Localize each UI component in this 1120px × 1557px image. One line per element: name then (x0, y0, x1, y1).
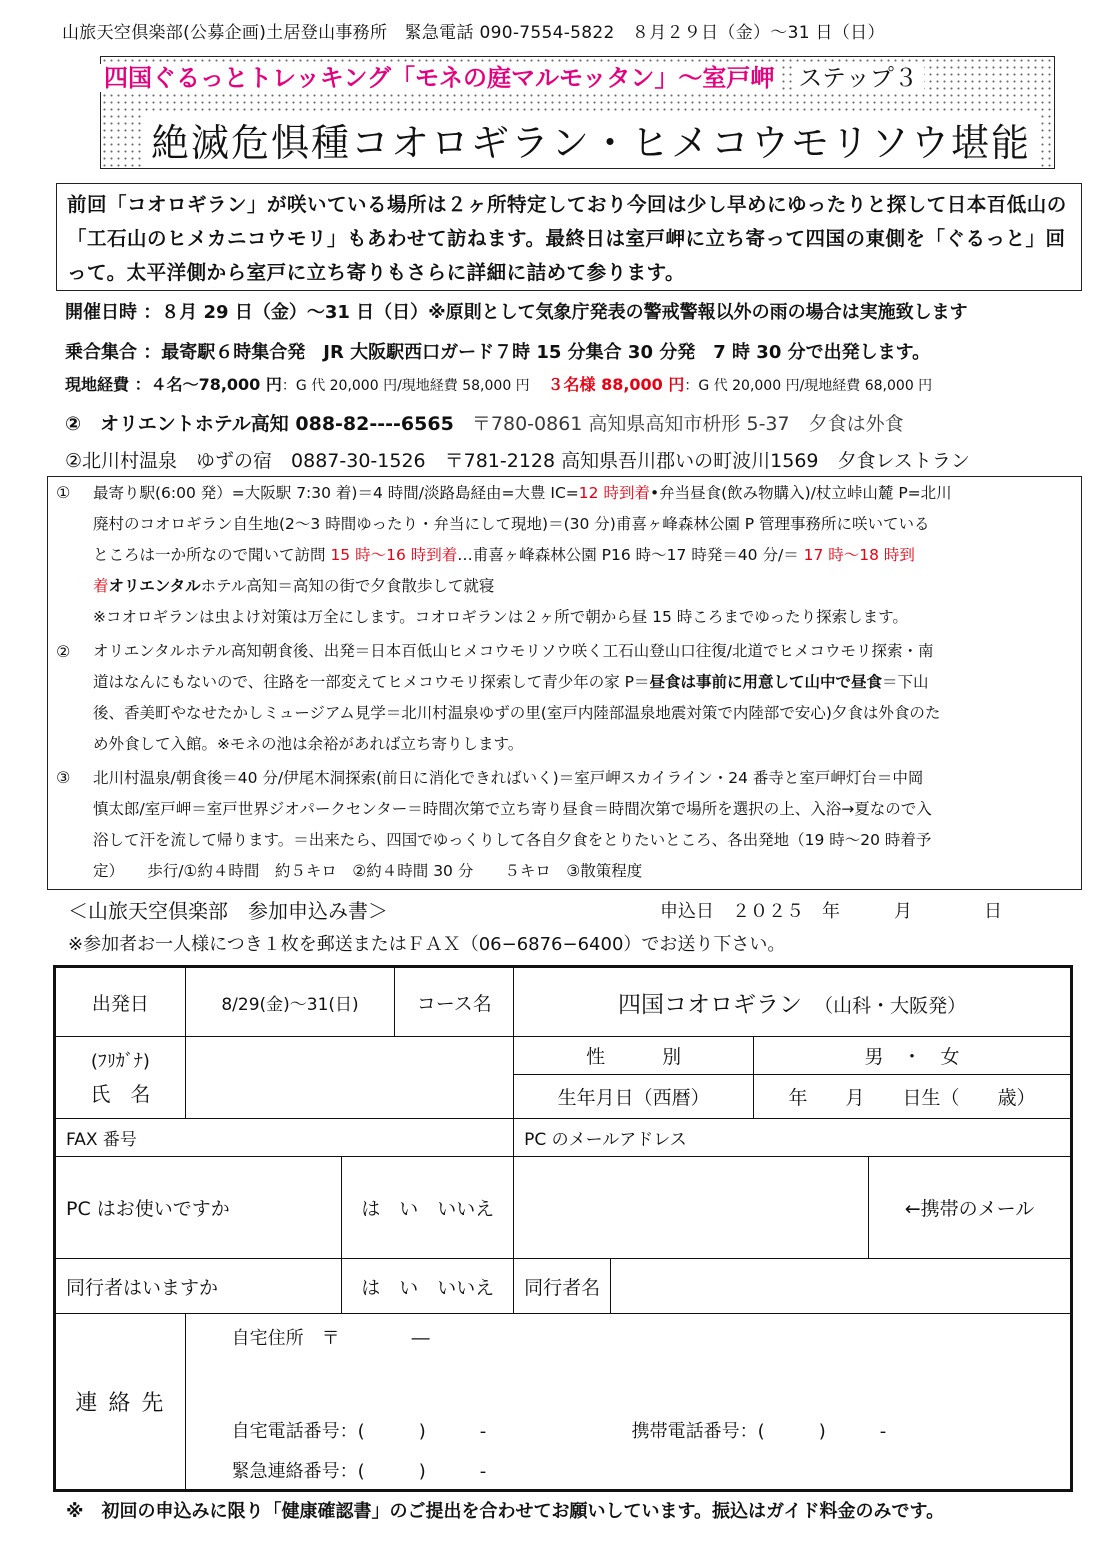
course-label: コース名 (395, 967, 514, 1037)
day-2-number: ② (56, 642, 71, 661)
intro-box (56, 183, 1082, 291)
cost-3-people: ３名様 88,000 円 (547, 375, 685, 394)
day-1-number: ① (56, 483, 71, 502)
day-2-line-2b: ＝下山 (881, 673, 929, 691)
form-application-date: 申込日 ２０２５ 年 月 日 (660, 901, 1002, 922)
mobile-mail-label: ←携帯のメール (868, 1157, 1071, 1259)
birth-value[interactable]: 年 月 日生（ 歳） (754, 1075, 1072, 1119)
application-form (53, 965, 1073, 1492)
companion-choice[interactable]: は い いいえ (342, 1259, 514, 1314)
hotel-1-name: ② オリエントホテル高知 088-82----6565 (65, 413, 454, 435)
pc-use-choice[interactable]: は い いいえ (342, 1157, 514, 1259)
home-tel-label: 自宅電話番号：( ) - (231, 1421, 487, 1442)
day-2-lunch-bold: 昼食は事前に用意して山中で昼食 (649, 673, 882, 691)
name-label-cell (55, 1037, 186, 1119)
course-value: 四国コオロギラン (618, 991, 802, 1018)
day-3-line-3: 浴して汗を流して帰ります。＝出来たら、四国でゆっくりして各自夕食をとりたいところ、各出発地（19 時～20 時着予 (93, 831, 932, 849)
info-meet: 乗合集合 ：最寄駅６時集合発 JR 大阪駅西口ガード７時 15 分集合 30 分発 7 時 30 分で出発します。 (65, 342, 931, 363)
day-3-line-2: 慎太郎/室戸岬＝室戸世界ジオパークセンター＝時間次第で立ち寄り昼食＝時間次第で場所を選択の上、入浴→夏なので入 (93, 800, 932, 818)
fax-label: FAX 番号 (66, 1130, 137, 1150)
title-step: ステップ３ (792, 64, 924, 92)
day-3-number: ③ (56, 768, 71, 787)
footer-note: ※ 初回の申込みに限り「健康確認書」のご提出を合わせてお願いしています。振込はガイド料金のみです。 (66, 1501, 945, 1522)
title-line-2: 絶滅危惧種コオロギラン・ヒメコウモリソウ堪能 (145, 112, 1037, 167)
header-contact-line: 山旅天空倶楽部(公募企画)土居登山事務所 緊急電話 090-7554-5822 ８月２９日（金）～31 日（日） (62, 23, 885, 43)
name-field[interactable] (185, 1037, 513, 1119)
day-1-arrival-3-end: 着 (93, 577, 109, 595)
contact-label: 連 絡 先 (55, 1314, 186, 1491)
departure-value: 8/29(金)～31(日) (185, 967, 395, 1037)
cost-detail-4: ：G 代 20,000 円/現地経費 58,000 円 (281, 378, 530, 394)
birth-label: 生年月日（西暦） (514, 1075, 754, 1119)
hotel-1-address: 〒780-0861 高知県高知市枡形 5-37 夕食は外食 (471, 413, 904, 435)
mobile-mail-field[interactable] (514, 1157, 869, 1259)
form-note: ※参加者お一人様につき１枚を郵送またはＦＡＸ（06−6876−6400）でお送り下さい。 (68, 934, 786, 955)
companion-name-field[interactable] (611, 1259, 1072, 1314)
companion-name-label: 同行者名 (514, 1259, 611, 1314)
address-label: 自宅住所 〒 ― (231, 1328, 430, 1349)
name-label: 氏 名 (90, 1081, 151, 1106)
day-2-line-2a: 道はなんにもないので、往路を一部変えてヒメコウモリ探索して青少年の家 P＝ (93, 673, 650, 691)
day-1-arrival-3: 17 時～18 時到 (803, 546, 915, 564)
emergency-tel-label: 緊急連絡番号：( ) - (231, 1461, 487, 1482)
departure-label: 出発日 (55, 967, 186, 1037)
title-main: 四国ぐるっとトレッキング「モネの庭マルモッタン」～室戸岬 (100, 64, 778, 92)
day-1-line-2: 廃村のコオロギラン自生地(2～3 時間ゆったり・弁当にして現地)＝(30 分)甫喜ヶ峰森林公園 P 管理事務所に咲いている (93, 515, 930, 533)
day-1-arrival-2: 15 時～16 時到着 (330, 546, 458, 564)
fax-field[interactable] (55, 1119, 514, 1157)
gender-label: 性 別 (514, 1037, 754, 1075)
day-2-itinerary (93, 636, 1078, 760)
mobile-tel-label: 携帯電話番号：( ) - (631, 1421, 887, 1442)
course-cell (514, 967, 1072, 1037)
companion-label: 同行者はいますか (55, 1259, 342, 1314)
course-sub: （山科・大阪発） (814, 994, 967, 1017)
title-line-1 (100, 58, 924, 93)
cost-detail-3: ：G 代 20,000 円/現地経費 68,000 円 (684, 378, 933, 394)
day-1-line-4: ホテル高知＝高知の街で夕食散歩して就寝 (200, 577, 495, 595)
cost-label: 現地経費 ：４名～78,000 円 (65, 375, 282, 394)
day-1-line-1a: 最寄り駅(6:00 発）=大阪駅 7:30 着)＝4 時間/淡路島経由=大豊 IC= (93, 484, 579, 502)
pc-use-label: PC はお使いですか (55, 1157, 342, 1259)
day-3-line-4: 定） 歩行/①約４時間 約５キロ ②約４時間 30 分 ５キロ ③散策程度 (93, 862, 643, 880)
day-1-line-1b: •弁当昼食(飲み物購入)/杖立峠山麓 P=北川 (649, 484, 952, 502)
form-title: ＜山旅天空倶楽部 参加申込み書＞ (68, 899, 388, 923)
hotel-2: ②北川村温泉 ゆずの宿 0887-30-1526 〒781-2128 高知県吾川郡いの町波川1569 夕食レストラン (65, 450, 970, 472)
hotel-1 (65, 409, 904, 436)
day-1-arrival-1: 12 時到着 (578, 484, 650, 502)
day-1-line-3b: …甫喜ヶ峰森林公園 P16 時～17 時発＝40 分/＝ (457, 546, 804, 564)
contact-field[interactable] (185, 1314, 1071, 1491)
gender-value[interactable]: 男 ・ 女 (754, 1037, 1072, 1075)
day-1-hotel-bold: オリエンタル (108, 577, 201, 595)
day-3-line-1: 北川村温泉/朝食後＝40 分/伊尾木洞探索(前日に消化できればいく)＝室戸岬スカイライン・24 番寺と室戸岬灯台＝中岡 (93, 769, 924, 787)
info-cost (65, 372, 932, 395)
info-date: 開催日時 ：８月 29 日（金）～31 日（日）※原則として気象庁発表の警戒警報以外の雨の場合は実施致します (65, 302, 968, 323)
day-2-line-4: め外食して入館。※モネの池は余裕があれば立ち寄りします。 (93, 735, 524, 753)
day-1-itinerary (93, 478, 1078, 633)
pc-mail-label: PC のメールアドレス (524, 1130, 687, 1150)
furigana-label: (ﾌﾘｶﾞﾅ) (90, 1050, 150, 1072)
day-2-line-3: 後、香美町やなせたかしミュージアム見学＝北川村温泉ゆずの里(室戸内陸部温泉地震対策で内陸部で安心)夕食は外食のた (93, 704, 941, 722)
intro-text: 前回「コオロギラン」が咲いている場所は２ヶ所特定しており今回は少し早めにゆったりと探して日本百低山の「工石山のヒメカニコウモリ」もあわせて訪ねます。最終日は室戸岬に立ち寄って四国の東側を「ぐるっと」回って。太平洋側から室戸に立ち寄りもさらに詳細に詰めて参ります。 (67, 193, 1067, 284)
day-1-line-3a: ところは一か所なので聞いて訪問 (93, 546, 331, 564)
day-3-itinerary (93, 763, 1078, 887)
pc-mail-field[interactable] (514, 1119, 1072, 1157)
day-1-note: ※コオロギランは虫よけ対策は万全にします。コオロギランは２ヶ所で朝から昼 15 時ころまでゆったり探索します。 (93, 608, 908, 626)
day-2-line-1: オリエンタルホテル高知朝食後、出発＝日本百低山ヒメコウモリソウ咲く工石山登山口往復/北道でヒメコウモリ探索・南 (93, 642, 934, 660)
